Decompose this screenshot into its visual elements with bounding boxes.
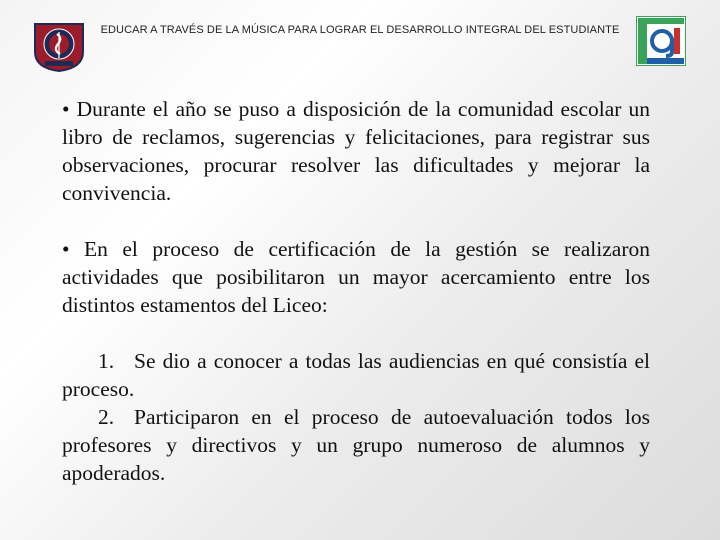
- paragraph-reclamos: • Durante el año se puso a disposición de la comunidad escolar un libro de reclamos, sugerencias y felicitaciones, para registrar sus observaciones, procurar resolver las dificultades y mejorar la convivencia.: [62, 97, 650, 205]
- header-title: EDUCAR A TRAVÉS DE LA MÚSICA PARA LOGRAR EL DESARROLLO INTEGRAL DEL ESTUDIANTE: [100, 24, 620, 36]
- list-item-text: Participaron en el proceso de autoevaluación todos los profesores y directivos y un grupo numeroso de alumnos y apoderados.: [62, 405, 650, 485]
- slide-body: [62, 95, 650, 487]
- slide-header: [0, 0, 720, 70]
- school-crest-icon: [33, 22, 85, 72]
- numbered-list: [62, 347, 650, 487]
- paragraph-certificacion: • En el proceso de certificación de la gestión se realizaron actividades que posibilitaron un mayor acercamiento entre los distintos estamentos del Liceo:: [62, 237, 650, 317]
- list-item-number: 2.: [98, 405, 115, 429]
- list-item-number: 1.: [98, 349, 115, 373]
- list-item: [62, 347, 650, 403]
- list-item: [62, 403, 650, 487]
- quality-seal-icon: [636, 16, 686, 66]
- list-item-text: Se dio a conocer a todas las audiencias en qué consistía el proceso.: [62, 349, 650, 401]
